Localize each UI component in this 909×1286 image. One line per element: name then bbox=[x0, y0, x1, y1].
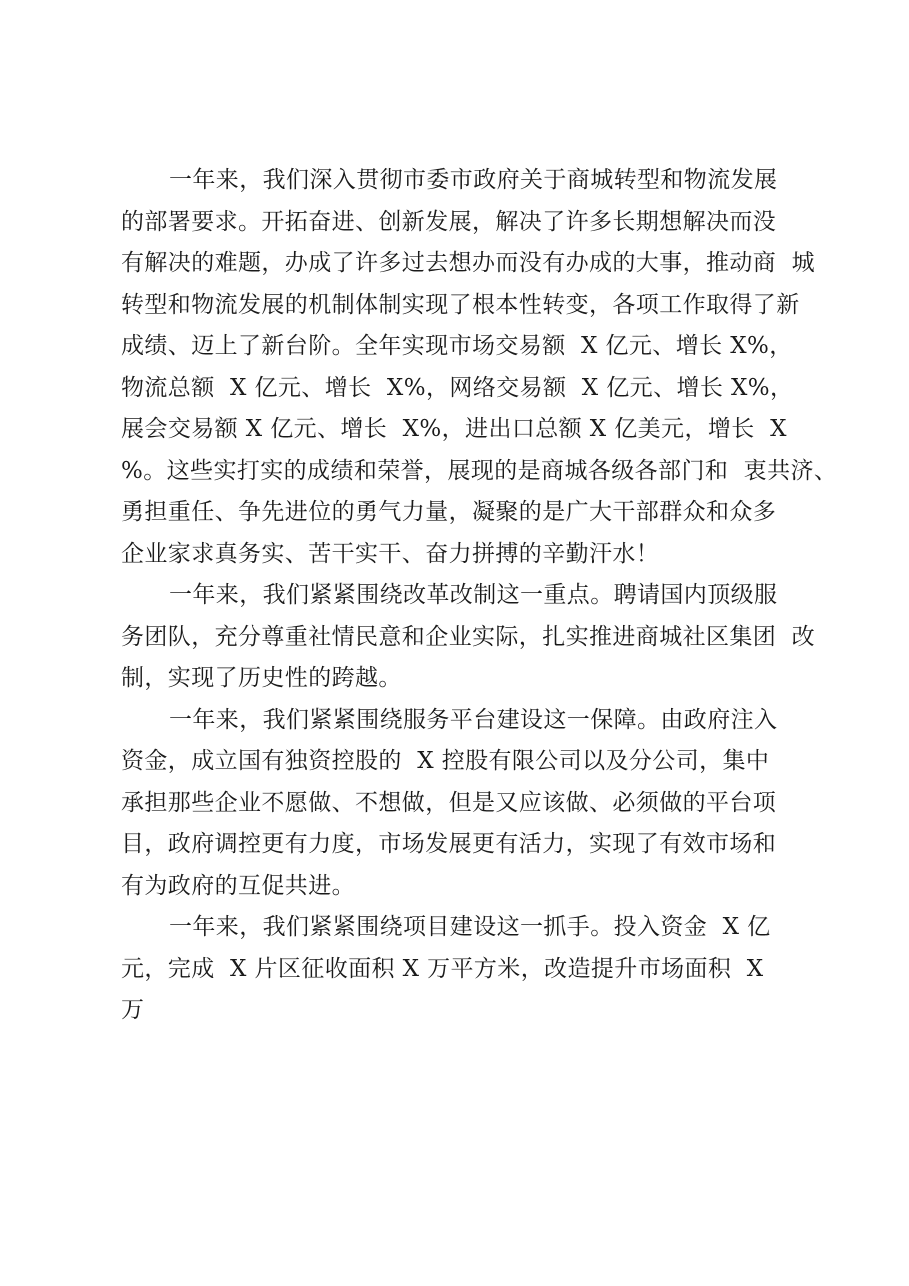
text-line: 一年来，我们紧紧围绕项目建设这一抓手。投入资金 X 亿 bbox=[169, 914, 771, 940]
text-line: 务团队，充分尊重社情民意和企业实际，扎实推进商城社区集团 改 bbox=[121, 623, 816, 650]
text-line: 万 bbox=[121, 997, 145, 1023]
paragraph-4 bbox=[121, 907, 821, 1032]
text-line: 有为政府的互促共进。 bbox=[121, 872, 355, 899]
text-line: 成绩、迈上了新台阶。全年实现市场交易额 X 亿元、增长 X%， bbox=[121, 333, 793, 359]
text-line: 有解决的难题，办成了许多过去想办而没有办成的大事，推动商 城 bbox=[121, 250, 816, 276]
paragraph-3 bbox=[121, 700, 821, 908]
text-line: 承担那些企业不愿做、不想做，但是又应该做、必须做的平台项 bbox=[121, 789, 777, 816]
text-line: 制，实现了历史性的跨越。 bbox=[121, 665, 402, 691]
text-line: 一年来，我们紧紧围绕改革改制这一重点。聘请国内顶级服 bbox=[169, 582, 778, 608]
text-line: 一年来，我们深入贯彻市委市政府关于商城转型和物流发展 bbox=[169, 167, 778, 193]
paragraph-1 bbox=[121, 160, 838, 575]
text-line: 勇担重任、争先进位的勇气力量，凝聚的是广大干部群众和众多 bbox=[121, 499, 777, 525]
text-line: 的部署要求。开拓奋进、创新发展，解决了许多长期想解决而没 bbox=[121, 208, 777, 235]
text-line: 企业家求真务实、苦干实干、奋力拼搏的辛勤汗水！ bbox=[121, 540, 660, 567]
document-body bbox=[121, 160, 838, 1032]
text-line: 资金，成立国有独资控股的 X 控股有限公司以及分公司，集中 bbox=[121, 748, 770, 774]
text-line: 目，政府调控更有力度，市场发展更有活力，实现了有效市场和 bbox=[121, 831, 777, 857]
text-line: 物流总额 X 亿元、增长 X%，网络交易额 X 亿元、增长 X%， bbox=[121, 374, 794, 401]
paragraph-2 bbox=[121, 575, 821, 700]
text-line: %。这些实打实的成绩和荣誉，展现的是商城各级各部门和 衷共济、 bbox=[121, 457, 838, 484]
text-line: 一年来，我们紧紧围绕服务平台建设这一保障。由政府注入 bbox=[169, 706, 778, 733]
text-line: 展会交易额 X 亿元、增长 X%，进出口总额 X 亿美元，增长 X bbox=[121, 416, 787, 442]
text-line: 元，完成 X 片区征收面积 X 万平方米，改造提升市场面积 X bbox=[121, 955, 764, 982]
text-line: 转型和物流发展的机制体制实现了根本性转变，各项工作取得了新 bbox=[121, 291, 800, 318]
